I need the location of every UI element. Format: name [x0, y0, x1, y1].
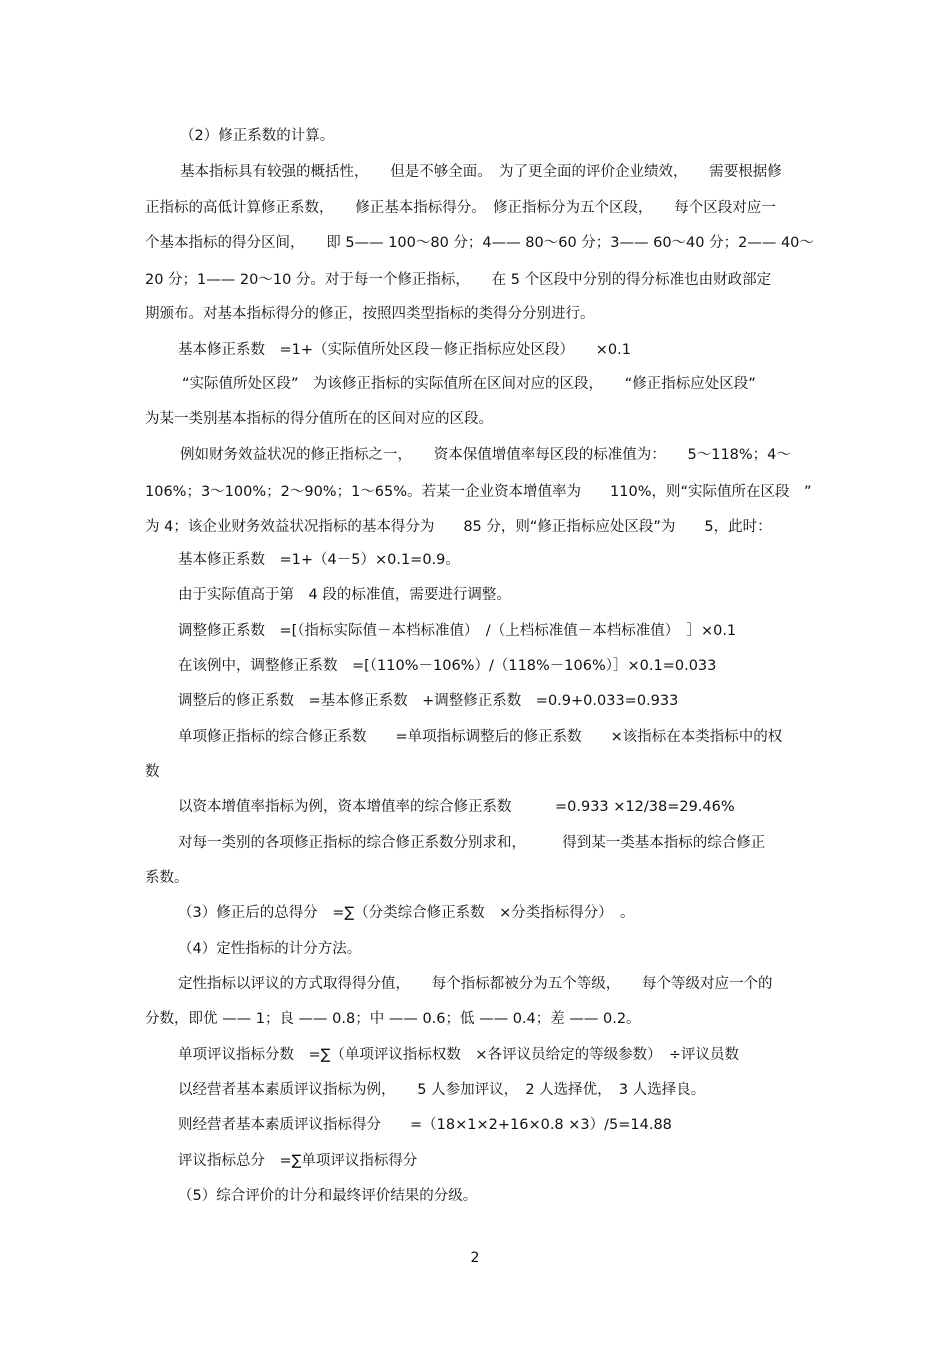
text-line: 个基本指标的得分区间， 即 5—— 100～80 分；4—— 80～60 分；3—— 60～40 分；2—— 40～ [145, 235, 814, 251]
text-line: 评议指标总分 =∑单项评议指标得分 [178, 1153, 418, 1169]
text-line: 106%；3～100%；2～90%；1～65%。若某一企业资本增值率为 110%，则“实际值所在区段 ” [145, 484, 812, 500]
text-line: 正指标的高低计算修正系数， 修正基本指标得分。 修正指标分为五个区段， 每个区段对应一 [145, 200, 776, 216]
text-line: 在该例中，调整修正系数 =[（110%－106%）/（118%－106%）］×0.1=0.033 [178, 658, 717, 674]
text-line: 数 [145, 764, 160, 780]
text-line: 则经营者基本素质评议指标得分 =（18×1×2+16×0.8 ×3）/5=14.88 [178, 1117, 672, 1133]
text-line: 对每一类别的各项修正指标的综合修正系数分别求和， 得到某一类基本指标的综合修正 [178, 835, 766, 851]
text-line: （4）定性指标的计分方法。 [178, 941, 362, 957]
text-line: 以经营者基本素质评议指标为例， 5 人参加评议， 2 人选择优， 3 人选择良。 [178, 1082, 706, 1098]
text-line: 调整修正系数 =[（指标实际值－本档标准值） /（上档标准值－本档标准值） ］×0.1 [178, 623, 737, 639]
text-line: 基本修正系数 =1+（4－5）×0.1=0.9。 [178, 552, 460, 568]
text-line: 为某一类别基本指标的得分值所在的区间对应的区段。 [145, 411, 493, 427]
text-line: 定性指标以评议的方式取得得分值， 每个指标都被分为五个等级， 每个等级对应一个的 [178, 976, 773, 992]
text-line: 20 分；1—— 20～10 分。对于每一个修正指标， 在 5 个区段中分别的得分标准也由财政部定 [145, 272, 772, 288]
text-line: 单项评议指标分数 =∑（单项评议指标权数 ×各评议员给定的等级参数） ÷评议员数 [178, 1047, 739, 1063]
text-line: 由于实际值高于第 4 段的标准值，需要进行调整。 [178, 587, 511, 603]
text-line: 期颁布。对基本指标得分的修正，按照四类型指标的类得分分别进行。 [145, 306, 595, 322]
text-line: 单项修正指标的综合修正系数 =单项指标调整后的修正系数 ×该指标在本类指标中的权 [178, 729, 783, 745]
text-line: （5）综合评价的计分和最终评价结果的分级。 [178, 1188, 478, 1204]
text-line: （2）修正系数的计算。 [180, 128, 335, 144]
text-line: 基本修正系数 =1+（实际值所处区段－修正指标应处区段） ×0.1 [178, 342, 631, 358]
text-line: 调整后的修正系数 =基本修正系数 +调整修正系数 =0.9+0.033=0.933 [178, 693, 679, 709]
text-line: 例如财务效益状况的修正指标之一， 资本保值增值率每区段的标准值为： 5～118%；4～ [180, 447, 791, 463]
text-line: 基本指标具有较强的概括性， 但是不够全面。 为了更全面的评价企业绩效， 需要根据修 [180, 164, 782, 180]
text-line: “实际值所处区段” 为该修正指标的实际值所在区间对应的区段， “修正指标应处区段” [182, 376, 756, 392]
text-line: 为 4；该企业财务效益状况指标的基本得分为 85 分，则“修正指标应处区段”为 5，此时： [145, 519, 772, 535]
text-line: （3）修正后的总得分 =∑（分类综合修正系数 ×分类指标得分） 。 [178, 905, 635, 921]
page-number: 2 [470, 1250, 480, 1266]
text-line: 分数，即优 —— 1；良 —— 0.8；中 —— 0.6；低 —— 0.4；差 —— 0.2。 [145, 1011, 641, 1027]
text-line: 系数。 [145, 870, 189, 886]
text-line: 以资本增值率指标为例，资本增值率的综合修正系数 =0.933 ×12/38=29.46% [178, 799, 735, 815]
